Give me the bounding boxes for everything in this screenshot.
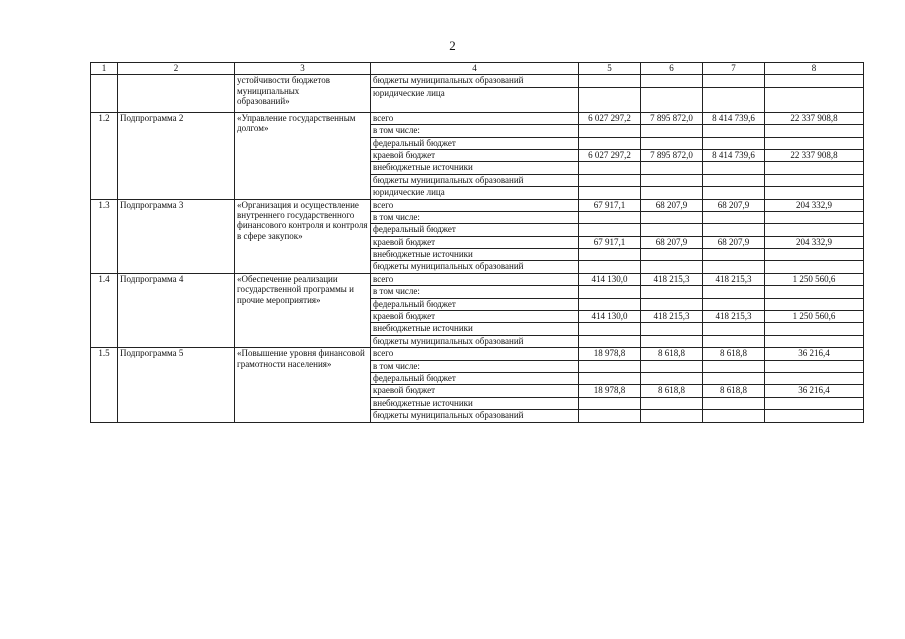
cell-source: юридические лица bbox=[371, 87, 579, 112]
column-header: 1 bbox=[91, 63, 118, 75]
cell-value bbox=[641, 335, 703, 347]
funding-source: краевой бюджет bbox=[371, 149, 579, 161]
subprogram-label: Подпрограмма 4 bbox=[118, 273, 235, 347]
cell-value: 8 618,8 bbox=[641, 385, 703, 397]
funding-source: внебюджетные источники bbox=[371, 162, 579, 174]
cell-value bbox=[579, 137, 641, 149]
cell-value bbox=[703, 298, 765, 310]
cell-value bbox=[765, 397, 864, 409]
funding-source: бюджеты муниципальных образований bbox=[371, 261, 579, 273]
cell-value bbox=[765, 174, 864, 186]
cell-value: 68 207,9 bbox=[641, 236, 703, 248]
cell-value bbox=[641, 174, 703, 186]
cell-value bbox=[579, 174, 641, 186]
cell-value: 1 250 560,6 bbox=[765, 273, 864, 285]
cell-value bbox=[579, 410, 641, 422]
funding-source: в том числе: bbox=[371, 125, 579, 137]
cell-value bbox=[765, 298, 864, 310]
subprogram-number: 1.5 bbox=[91, 348, 118, 422]
cell-value bbox=[765, 125, 864, 137]
funding-source: бюджеты муниципальных образований bbox=[371, 410, 579, 422]
cell-value bbox=[641, 125, 703, 137]
cell-value bbox=[641, 249, 703, 261]
cell-value bbox=[641, 211, 703, 223]
cell-value: 36 216,4 bbox=[765, 385, 864, 397]
cell-value bbox=[641, 372, 703, 384]
funding-source: федеральный бюджет bbox=[371, 298, 579, 310]
cell-value bbox=[703, 286, 765, 298]
column-header: 4 bbox=[371, 63, 579, 75]
funding-source: краевой бюджет bbox=[371, 311, 579, 323]
funding-source: краевой бюджет bbox=[371, 385, 579, 397]
cell-value bbox=[703, 174, 765, 186]
cell-value bbox=[765, 335, 864, 347]
cell-value bbox=[641, 286, 703, 298]
cell-source: бюджеты муниципальных образований bbox=[371, 75, 579, 87]
cell-value bbox=[703, 187, 765, 199]
cell-value: 18 978,8 bbox=[579, 385, 641, 397]
cell-value bbox=[765, 410, 864, 422]
cell-value: 6 027 297,2 bbox=[579, 112, 641, 124]
table-header-row bbox=[91, 63, 864, 75]
cell-value: 8 414 739,6 bbox=[703, 149, 765, 161]
subprogram-name: «Управление государственным долгом» bbox=[235, 112, 371, 199]
cell-value: 414 130,0 bbox=[579, 273, 641, 285]
funding-source: всего bbox=[371, 273, 579, 285]
cell-value bbox=[765, 360, 864, 372]
cell-value bbox=[703, 323, 765, 335]
cell-value bbox=[579, 397, 641, 409]
cell-value: 418 215,3 bbox=[641, 273, 703, 285]
cell-value bbox=[641, 187, 703, 199]
cell-value bbox=[765, 224, 864, 236]
funding-source: в том числе: bbox=[371, 360, 579, 372]
cell-value: 8 414 739,6 bbox=[703, 112, 765, 124]
cell-value bbox=[579, 224, 641, 236]
cell-value bbox=[641, 75, 703, 87]
cell-value bbox=[765, 261, 864, 273]
cell-value bbox=[579, 75, 641, 87]
funding-source: юридические лица bbox=[371, 187, 579, 199]
cell-value bbox=[703, 211, 765, 223]
cell-value: 6 027 297,2 bbox=[579, 149, 641, 161]
cell-value bbox=[703, 249, 765, 261]
funding-source: всего bbox=[371, 199, 579, 211]
cell-value bbox=[703, 125, 765, 137]
cell-value bbox=[641, 87, 703, 112]
cell-value bbox=[703, 372, 765, 384]
name-line: муниципальных bbox=[237, 85, 300, 96]
cell-value bbox=[641, 360, 703, 372]
funding-source: всего bbox=[371, 348, 579, 360]
cell-value bbox=[703, 87, 765, 112]
cell-value bbox=[579, 323, 641, 335]
cell-value: 1 250 560,6 bbox=[765, 311, 864, 323]
cell-value bbox=[579, 335, 641, 347]
funding-source: в том числе: bbox=[371, 211, 579, 223]
cell-value bbox=[765, 187, 864, 199]
cell-value: 8 618,8 bbox=[641, 348, 703, 360]
cell-value bbox=[703, 162, 765, 174]
subprogram-label: Подпрограмма 2 bbox=[118, 112, 235, 199]
cell-value: 36 216,4 bbox=[765, 348, 864, 360]
funding-source: бюджеты муниципальных образований bbox=[371, 174, 579, 186]
subprogram-name: «Повышение уровня финансовой грамотности населения» bbox=[235, 348, 371, 422]
cell-value bbox=[765, 87, 864, 112]
cell-value bbox=[579, 261, 641, 273]
funding-source: бюджеты муниципальных образований bbox=[371, 335, 579, 347]
cell-label bbox=[118, 75, 235, 112]
cell-value: 68 207,9 bbox=[703, 199, 765, 211]
funding-source: федеральный бюджет bbox=[371, 372, 579, 384]
cell-value bbox=[765, 137, 864, 149]
cell-value bbox=[641, 397, 703, 409]
cell-value: 204 332,9 bbox=[765, 199, 864, 211]
cell-value: 67 917,1 bbox=[579, 199, 641, 211]
subprogram-number: 1.2 bbox=[91, 112, 118, 199]
funding-source: всего bbox=[371, 112, 579, 124]
cell-value: 204 332,9 bbox=[765, 236, 864, 248]
table-row bbox=[91, 273, 864, 285]
cell-value bbox=[703, 410, 765, 422]
cell-value bbox=[579, 298, 641, 310]
cell-value bbox=[641, 261, 703, 273]
cell-value bbox=[579, 249, 641, 261]
cell-value bbox=[641, 162, 703, 174]
budget-table bbox=[90, 62, 864, 423]
funding-source: внебюджетные источники bbox=[371, 397, 579, 409]
column-header: 7 bbox=[703, 63, 765, 75]
cell-name bbox=[235, 75, 371, 112]
cell-value bbox=[703, 261, 765, 273]
funding-source: краевой бюджет bbox=[371, 236, 579, 248]
cell-value bbox=[765, 286, 864, 298]
cell-value: 418 215,3 bbox=[703, 273, 765, 285]
cell-value bbox=[641, 410, 703, 422]
cell-value: 22 337 908,8 bbox=[765, 112, 864, 124]
subprogram-number: 1.3 bbox=[91, 199, 118, 273]
cell-value bbox=[703, 335, 765, 347]
funding-source: федеральный бюджет bbox=[371, 137, 579, 149]
cell-value: 22 337 908,8 bbox=[765, 149, 864, 161]
cell-value: 7 895 872,0 bbox=[641, 112, 703, 124]
cell-value bbox=[641, 323, 703, 335]
cell-value bbox=[765, 75, 864, 87]
cell-value: 68 207,9 bbox=[641, 199, 703, 211]
cell-value bbox=[765, 372, 864, 384]
column-header: 8 bbox=[765, 63, 864, 75]
cell-value bbox=[579, 211, 641, 223]
cell-value bbox=[579, 87, 641, 112]
cell-value: 67 917,1 bbox=[579, 236, 641, 248]
table-row bbox=[91, 112, 864, 124]
page-number: 2 bbox=[449, 38, 456, 53]
table-row bbox=[91, 199, 864, 211]
cell-value bbox=[641, 137, 703, 149]
subprogram-name: «Организация и осуществление внутреннего государственного финансового контроля и контроля в сфере закупок» bbox=[235, 199, 371, 273]
funding-source: внебюджетные источники bbox=[371, 323, 579, 335]
cell-value bbox=[579, 360, 641, 372]
cell-value: 418 215,3 bbox=[641, 311, 703, 323]
column-header: 2 bbox=[118, 63, 235, 75]
cell-value bbox=[765, 211, 864, 223]
cell-value: 8 618,8 bbox=[703, 385, 765, 397]
cell-value: 68 207,9 bbox=[703, 236, 765, 248]
column-header: 5 bbox=[579, 63, 641, 75]
table-row bbox=[91, 348, 864, 360]
cell-value bbox=[703, 75, 765, 87]
cell-value bbox=[703, 224, 765, 236]
column-header: 6 bbox=[641, 63, 703, 75]
subprogram-name: «Обеспечение реализации государственной программы и прочие мероприятия» bbox=[235, 273, 371, 347]
subprogram-number: 1.4 bbox=[91, 273, 118, 347]
name-line: образований» bbox=[237, 96, 290, 107]
subprogram-label: Подпрограмма 5 bbox=[118, 348, 235, 422]
cell-no bbox=[91, 75, 118, 112]
cell-value bbox=[579, 187, 641, 199]
cell-value bbox=[579, 286, 641, 298]
funding-source: в том числе: bbox=[371, 286, 579, 298]
cell-value bbox=[579, 125, 641, 137]
subprogram-label: Подпрограмма 3 bbox=[118, 199, 235, 273]
cell-value bbox=[641, 298, 703, 310]
cell-value bbox=[703, 137, 765, 149]
table-row bbox=[91, 75, 864, 87]
funding-source: внебюджетные источники bbox=[371, 249, 579, 261]
cell-value: 7 895 872,0 bbox=[641, 149, 703, 161]
cell-value bbox=[703, 360, 765, 372]
cell-value: 414 130,0 bbox=[579, 311, 641, 323]
cell-value bbox=[641, 224, 703, 236]
cell-value bbox=[579, 372, 641, 384]
cell-value: 18 978,8 bbox=[579, 348, 641, 360]
cell-value bbox=[579, 162, 641, 174]
cell-value bbox=[703, 397, 765, 409]
cell-value: 8 618,8 bbox=[703, 348, 765, 360]
funding-source: федеральный бюджет bbox=[371, 224, 579, 236]
cell-value bbox=[765, 162, 864, 174]
cell-value: 418 215,3 bbox=[703, 311, 765, 323]
cell-value bbox=[765, 249, 864, 261]
name-line: устойчивости бюджетов bbox=[237, 75, 330, 86]
column-header: 3 bbox=[235, 63, 371, 75]
cell-value bbox=[765, 323, 864, 335]
